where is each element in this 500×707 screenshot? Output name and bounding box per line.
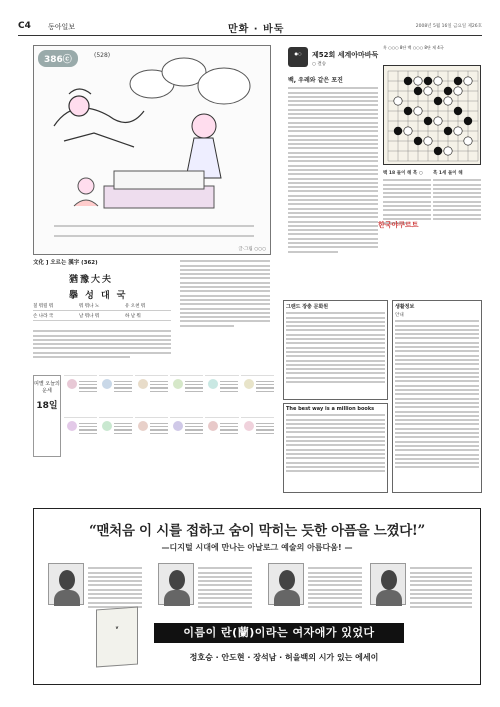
small-ad-1[interactable] [283,300,388,400]
board-info: 흑 ○○○ 8단 백 ○○○ 8단 제 4국 [383,45,444,50]
zodiac-cell [205,417,238,457]
hanja-body-text [33,328,171,360]
hanja-grid [33,301,171,321]
hanja-cell: 유 오천 뭐 [125,303,146,309]
hanja-cell: 하 날 뭐 [125,313,141,319]
review-text [88,565,142,610]
fortune-header [33,375,61,457]
small-ad-3-sub: 안내 [395,313,404,318]
article-column-2 [180,258,270,329]
board-caption-2: 흑 1세 돌이 해 [433,171,463,176]
tiger-icon [138,379,148,389]
horse-icon [67,421,77,431]
zodiac-cell [170,375,203,415]
rat-icon [67,379,77,389]
zodiac-cell [135,417,168,457]
ad-quote: “맨처음 이 시를 접하고 숨이 막히는 듯한 아픔을 느꼈다!” [88,523,426,539]
zodiac-cell [99,375,132,415]
rabbit-icon [173,379,183,389]
hanja-row [33,301,171,311]
ad-subtitle: —디지털 시대에 만나는 아날로그 예술의 아름다움! — [161,543,353,552]
reviewer-photo [158,563,194,605]
issue-date: 2008년 5월 16일 금요일 제26호 [415,24,482,29]
review-text [410,565,472,610]
reviewer-photo [268,563,304,605]
small-ad-3-text [395,320,479,468]
hanja-cell: 뭐 뭐나 노 [79,303,100,309]
review-text [198,565,252,610]
sponsor-logo: 한국야쿠르트 [378,221,419,229]
fortune-day: 18일 [36,401,58,411]
baduk-logo: ●○ [288,47,308,67]
hanja-cell: 날 뭐나 뭐 [79,313,100,319]
rooster-icon [173,421,183,431]
pig-icon [244,421,254,431]
baduk-article-text [288,85,378,255]
reviewer-photo [48,563,84,605]
zodiac-cell [170,417,203,457]
baduk-headline: 백, 우레와 같은 포진 [288,77,343,84]
hanja-heading [33,258,171,266]
comic-illustration [34,46,271,255]
hanja-reading: 擧 성 대 국 [69,291,128,301]
zodiac-cell [135,375,168,415]
newspaper-name: 동아일보 [48,23,76,31]
hanja-cell: 손 나라 국 [33,313,54,319]
zodiac-cell [99,417,132,457]
ox-icon [102,379,112,389]
dog-icon [208,421,218,431]
fortune-title: 띠별 오늘의 운세 [34,381,60,394]
review-text [308,565,362,610]
go-board [383,65,481,165]
book-poets: 정호승 · 안도현 · 장석남 · 허을백의 시가 있는 에세이 [189,653,379,662]
comic-episode: (528) [94,52,111,59]
book-cover: ❦ [96,607,138,668]
zodiac-cell [205,375,238,415]
reviewer-photo [370,563,406,605]
small-ad-2[interactable] [283,403,388,493]
hanja-cell: 칠 뭐릴 뭐 [33,303,54,309]
baduk-series: 제52회 세계아마바둑 [312,51,379,59]
hanja-number: (362) [81,260,98,266]
zodiac-cell [64,417,97,457]
comic-title: 386ⓒ [38,50,78,67]
zodiac-cell [64,375,97,415]
small-ad-1-title: 그랜드 장충 문화원 [286,304,329,310]
dragon-icon [208,379,218,389]
hanja-heading-text: 文化 ] 오르는 漢字 [33,260,80,266]
snake-icon [244,379,254,389]
sheep-icon [102,421,112,431]
page-number: C4 [18,21,31,31]
baduk-section [283,45,482,295]
hanja-column [33,258,171,358]
board-caption-1: 백 18 돌이 해 흑 ○ [383,171,423,176]
page-header [18,20,482,36]
small-ad-3-title: 생활정보 [395,304,415,310]
baduk-title [288,47,388,75]
zodiac-cell [241,417,274,457]
go-diagram [384,66,482,166]
hanja-phrase: 猶豫大夫 [69,275,114,285]
comic-strip [33,45,271,255]
book-title-banner: 이름이 란(蘭)이라는 여자애가 있었다 [154,623,404,643]
monkey-icon [138,421,148,431]
baduk-commentary-2 [433,177,481,222]
small-ad-2-text [286,414,385,472]
small-ad-2-title: The best way is a million books [286,406,375,412]
section-title: 만화 · 바둑 [228,24,285,35]
book-advertisement[interactable] [33,508,481,685]
small-ad-1-text [286,312,385,383]
zodiac-grid [64,375,274,457]
small-ad-3[interactable] [392,300,482,493]
baduk-round: ○ 결승 [312,62,327,67]
hanja-row [33,311,171,321]
zodiac-cell [241,375,274,415]
comic-credit: 글·그림 ○○○ [238,247,266,252]
